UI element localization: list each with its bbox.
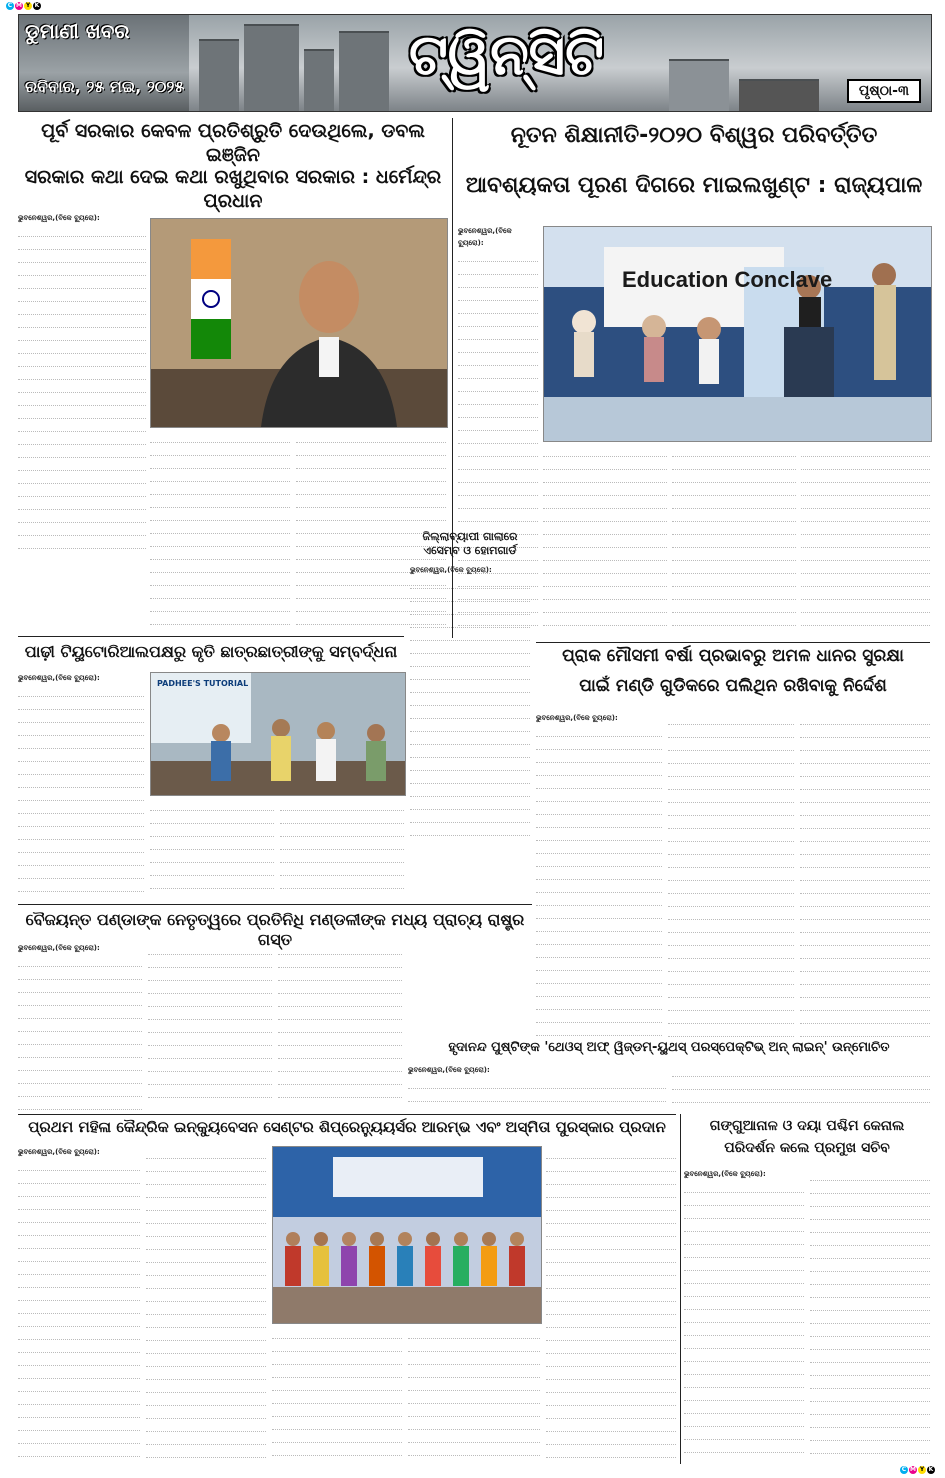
cmyk-marks-bottom: [900, 1466, 935, 1474]
section-title: ଟ୍ୱିନ୍‌ସିଟି: [409, 23, 604, 88]
nep-column-2: [543, 444, 667, 636]
masthead-left-panel: [19, 15, 189, 111]
column-divider: [680, 1114, 681, 1464]
tutorial-headline: ପାଢ଼ୀ ଟିୟୁଟୋରିଆଲପକ୍ଷରୁ କୃତି ଛାତ୍ରଛାତ୍ରୀଙ୍କୁ ସମ୍ବର୍ଦ୍ଧନା: [24, 642, 398, 661]
section-rule: [536, 642, 930, 643]
section-rule: [18, 1114, 676, 1115]
issue-date: ରବିବାର, ୨୫ ମଇ, ୨୦୨୫: [25, 77, 185, 96]
conclave-photo-art: [544, 227, 931, 441]
incubation-column-4: [408, 1326, 540, 1464]
black-mark: K: [928, 1466, 934, 1473]
tutorial-photo-art: [151, 673, 405, 795]
incubation-column-3: [272, 1326, 402, 1464]
tutorial-banner-text: PADHEE'S TUTORIAL: [157, 679, 249, 688]
section-rule: [18, 904, 532, 905]
webinar-column-2: [672, 1064, 930, 1114]
magenta-mark: M: [16, 2, 22, 9]
canal-headline-2: ପରିଦର୍ଶନ କଲେ ପ୍ରମୁଖ ସଚିବ: [724, 1140, 890, 1156]
yellow-mark: Y: [25, 2, 31, 9]
tutorial-column-1: [18, 672, 144, 900]
webinar-headline: ହୃଦାନନ୍ଦ ପୁଷ୍ଟିଙ୍କ 'ଥେଓସ୍ ଅଫ୍ ୱିଜ୍‌ଡମ୍-ୟୁଥସ୍ ପରସ୍ପେକ୍ଟିଭ୍ ଅନ୍ ଲାଇନ୍' ଉନ୍ମୋଚିତ: [448, 1040, 890, 1055]
monsoon-column-3: [800, 712, 930, 1037]
incubation-column-5: [546, 1146, 676, 1464]
building-silhouette: [244, 24, 299, 111]
building-silhouette: [339, 31, 389, 111]
incubation-headline: ପ୍ରଥମ ମହିଳା କୈନ୍ଦ୍ରିକ ଇନ୍‌କ୍ୟୁବେସନ ସେଣ୍ଟର ଶିପ୍ରେନ୍ୟୁୟର୍ସର ଆରମ୍ଭ ଏବଂ ଅସ୍ମିତା ପୁରସ୍କାର ପ୍ରଦାନ: [28, 1118, 666, 1136]
monsoon-dateline: ଭୁବନେଶ୍ୱର,(ବିକେ ବ୍ୟୁରୋ):: [536, 714, 618, 722]
webinar-column-1: [408, 1064, 666, 1114]
canal-column-1: [684, 1168, 804, 1464]
canal-dateline: ଭୁବନେଶ୍ୱର,(ବିକେ ବ୍ୟୁରୋ):: [684, 1170, 766, 1178]
incubation-column-2: [146, 1146, 266, 1464]
canal-column-2: [810, 1168, 930, 1464]
monsoon-headline-2: ପାଇଁ ମଣ୍ଡି ଗୁଡିକରେ ପଲିଥିନ ରଖିବାକୁ ନିର୍ଦ୍ଦେଶ: [579, 676, 887, 696]
pradhan-headline-2: ସରକାର କଥା ଦେଇ କଥା ରଖୁଥିବାର ସରକାର : ଧର୍ମେନ୍ଦ୍ର ପ୍ରଧାନ: [24, 166, 442, 212]
baijayanta-column-2: [148, 942, 272, 1110]
homeguard-headline: ଜିଲ୍ଲାବ୍ୟାପୀ ଗାଲାରେ ଏସେମ୍ବ ଓ ହୋମଗାର୍ଡ: [422, 530, 518, 557]
nep-headline-1: ନୂତନ ଶିକ୍ଷାନୀତି-୨୦୨୦ ବିଶ୍ୱର ପରିବର୍ତ୍ତିତ: [510, 123, 878, 148]
nep-dateline: ଭୁବନେଶ୍ୱର,(ବିକେ ବ୍ୟୁରୋ):: [458, 227, 512, 247]
cyan-mark: C: [901, 1466, 907, 1473]
homeguard-body: [410, 564, 530, 844]
building-silhouette: [669, 59, 729, 111]
baijayanta-column-3: [278, 942, 402, 1110]
webinar-dateline: ଭୁବନେଶ୍ୱର,(ବିକେ ବ୍ୟୁରୋ):: [408, 1066, 490, 1074]
building-silhouette: [304, 49, 334, 111]
incubation-column-1: [18, 1146, 140, 1464]
pradhan-photo: [150, 218, 448, 428]
nep-conclave-photo: [543, 226, 932, 442]
magenta-mark: M: [910, 1466, 916, 1473]
incubation-dateline: ଭୁବନେଶ୍ୱର,(ବିକେ ବ୍ୟୁରୋ):: [18, 1148, 100, 1156]
column-divider: [452, 118, 453, 638]
baijayanta-dateline: ଭୁବନେଶ୍ୱର,(ବିକେ ବ୍ୟୁରୋ):: [18, 944, 100, 952]
nep-column-4: [801, 444, 930, 636]
masthead: [18, 14, 932, 112]
pradhan-column-2: [150, 430, 290, 630]
tutorial-column-2: [150, 798, 274, 900]
nep-headline-2: ଆବଶ୍ୟକତା ପୂରଣ ଦିଗରେ ମାଇଲଖୁଣ୍ଟ : ରାଜ୍ୟପାଳ: [465, 173, 923, 198]
page-number: ପୃଷ୍ଠା-୩: [847, 79, 921, 103]
monsoon-column-1: [536, 712, 662, 1037]
section-rule: [18, 636, 404, 637]
pradhan-photo-art: [151, 219, 447, 427]
road-silhouette: [739, 79, 819, 111]
cmyk-marks-top: [6, 2, 41, 10]
incubation-photo-art: [273, 1147, 541, 1323]
tutorial-photo: [150, 672, 406, 796]
pradhan-headline-1: ପୂର୍ବ ସରକାର କେବଳ ପ୍ରତିଶ୍ରୁତି ଦେଉଥିଲେ, ଡବଲ ଇଞ୍ଜିନ: [41, 120, 425, 166]
canal-headline-1: ଗଙ୍ଗୁଆନାଳ ଓ ଦୟା ପଶ୍ଚିମ କେନାଲ: [709, 1118, 905, 1134]
building-silhouette: [199, 39, 239, 111]
pradhan-column-1: [18, 212, 146, 560]
monsoon-column-2: [668, 712, 794, 1037]
tutorial-dateline: ଭୁବନେଶ୍ୱର,(ବିକେ ବ୍ୟୁରୋ):: [18, 674, 100, 682]
cyan-mark: C: [7, 2, 13, 9]
baijayanta-column-1: [18, 942, 142, 1110]
conclave-banner-text: Education Conclave: [622, 267, 833, 292]
homeguard-dateline: ଭୁବନେଶ୍ୱର,(ବିକେ ବ୍ୟୁରୋ):: [410, 566, 492, 574]
pradhan-dateline: ଭୁବନେଶ୍ୱର,(ବିକେ ବ୍ୟୁରୋ):: [18, 214, 100, 222]
black-mark: K: [34, 2, 40, 9]
incubation-photo: [272, 1146, 542, 1324]
yellow-mark: Y: [919, 1466, 925, 1473]
brand-name: ଡୁମାଣୀ ଖବର: [25, 19, 130, 43]
nep-column-3: [672, 444, 796, 636]
baijayanta-headline: ବୈଜୟନ୍ତ ପଣ୍ଡାଙ୍କ ନେତୃତ୍ୱରେ ପ୍ରତିନିଧି ମଣ୍ଡଳୀଙ୍କ ମଧ୍ୟ ପ୍ରାଚ୍ୟ ରାଷ୍ଟ୍ର ଗସ୍ତ: [25, 910, 525, 949]
tutorial-column-3: [280, 798, 404, 900]
monsoon-headline-1: ପ୍ରାକ ମୌସମୀ ବର୍ଷା ପ୍ରଭାବରୁ ଅମଳ ଧାନର ସୁରକ୍ଷା: [562, 646, 904, 666]
